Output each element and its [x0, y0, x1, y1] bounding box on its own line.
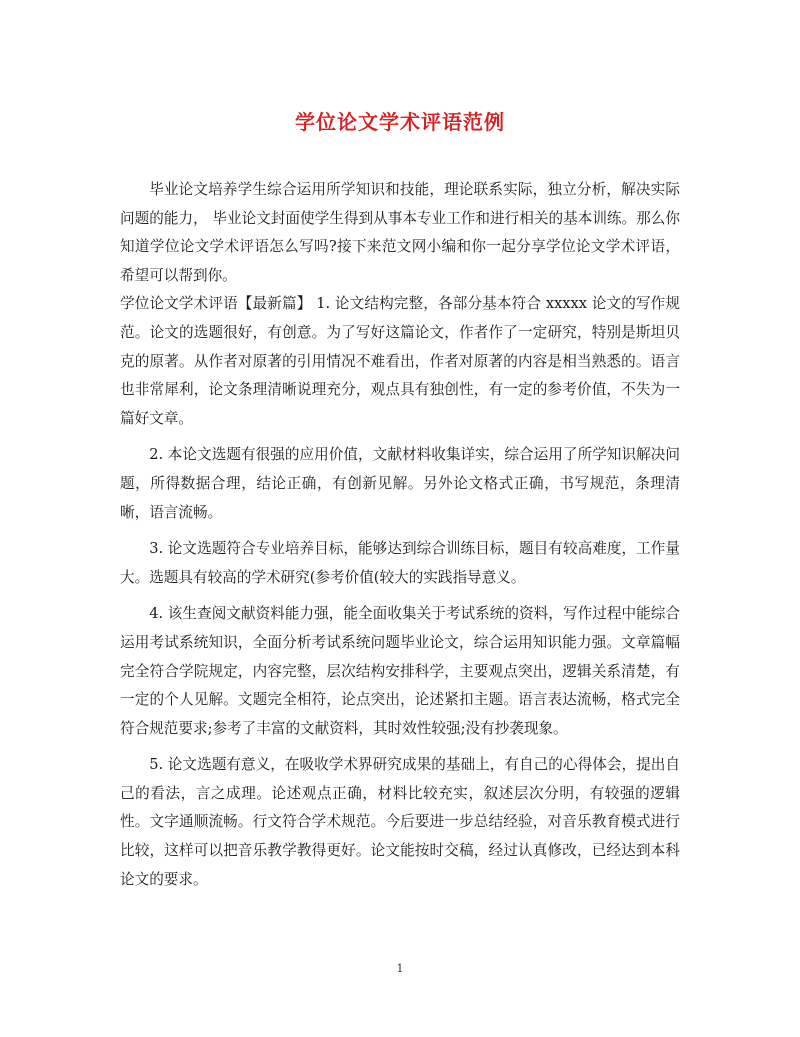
comment-paragraph-1: 学位论文学术评语【最新篇】 1. 论文结构完整，各部分基本符合 xxxxx 论文的写作规范。论文的选题很好，有创意。为了写好这篇论文，作者作了一定研究，特别是斯坦贝克的原著。从作者对原著的引用情况不难看出，作者对原著的内容是相当熟悉的。语言也非常犀利，论文条理清晰说理充分，观点具有独创性，有一定的参考价值，不失为一篇好文章。 — [120, 295, 680, 427]
comment-paragraph-4: 4. 该生查阅文献资料能力强，能全面收集关于考试系统的资料，写作过程中能综合运用考试系统知识，全面分析考试系统问题毕业论文，综合运用知识能力强。文章篇幅完全符合学院规定，内容完整，层次结构安排科学，主要观点突出，逻辑关系清楚，有一定的个人见解。文题完全相符，论点突出，论述紧扣主题。语言表达流畅，格式完全符合规范要求;参考了丰富的文献资料，其时效性较强;没有抄袭现象。 — [120, 605, 680, 737]
comment-paragraph-5: 5. 论文选题有意义，在吸收学术界研究成果的基础上，有自己的心得体会，提出自己的看法，言之成理。论述观点正确，材料比较充实，叙述层次分明，有较强的逻辑性。文字通顺流畅。行文符合学术规范。今后要进一步总结经验，对音乐教育模式进行比较，这样可以把音乐教学教得更好。论文能按时交稿，经过认真修改，已经达到本科论文的要求。 — [120, 756, 680, 888]
comment-paragraph-2: 2. 本论文选题有很强的应用价值，文献材料收集详实，综合运用了所学知识解决问题，所得数据合理，结论正确，有创新见解。另外论文格式正确，书写规范，条理清晰，语言流畅。 — [120, 446, 680, 521]
document-body — [120, 176, 680, 902]
document-title: 学位论文学术评语范例 — [295, 110, 505, 134]
page-number: 1 — [396, 962, 404, 975]
comment-paragraph-3: 3. 论文选题符合专业培养目标，能够达到综合训练目标，题目有较高难度，工作量大。选题具有较高的学术研究(参考价值(较大的实践指导意义。 — [120, 540, 680, 586]
intro-paragraph: 毕业论文培养学生综合运用所学知识和技能，理论联系实际，独立分析，解决实际问题的能力， 毕业论文封面使学生得到从事本专业工作和进行相关的基本训练。那么你知道学位论文学术评语怎么写吗?接下来范文网小编和你一起分享学位论文学术评语，希望可以帮到你。 — [120, 181, 680, 284]
